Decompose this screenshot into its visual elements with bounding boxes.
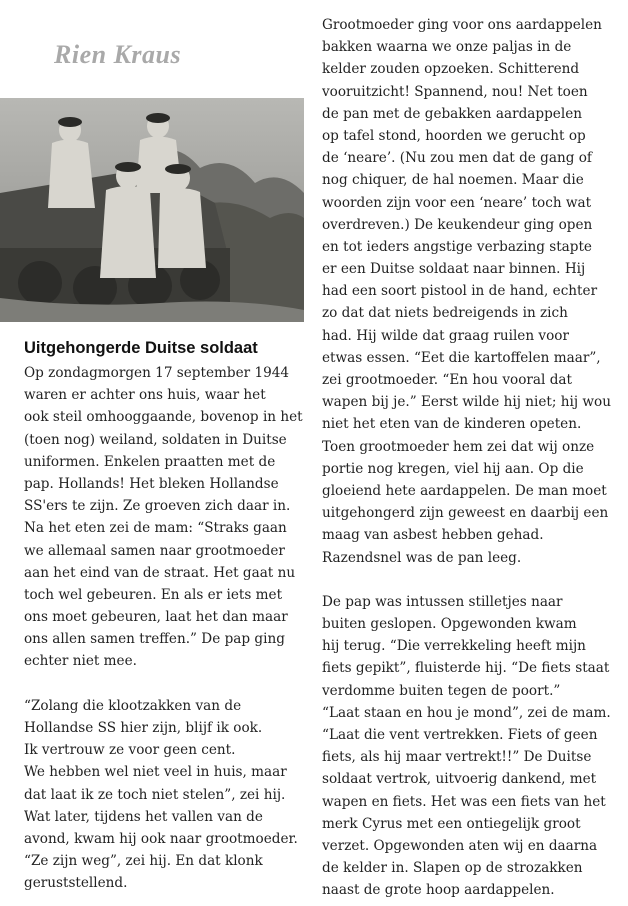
text-line: verdomme buiten tegen de poort.”: [322, 682, 561, 699]
text-line: Wat later, tijdens het vallen van de: [24, 808, 263, 825]
text-line: Hollandse SS hier zijn, blijf ik ook.: [24, 720, 263, 736]
text-line: fiets gepikt”, fluisterde hij. “De fiets staat: [322, 660, 610, 677]
text-line: overdreven.) De keukendeur ging open: [322, 216, 593, 233]
text-line: had. Hij wilde dat graag ruilen voor: [322, 327, 569, 344]
text-line: geruststellend.: [24, 875, 128, 892]
text-line: ons allen samen treffen.” De pap ging: [24, 631, 285, 648]
text-line: de kelder in. Slapen op de strozakken: [322, 860, 583, 877]
text-line: We hebben wel niet veel in huis, maar: [24, 764, 287, 781]
text-line: en tot ieders angstige verbazing stapte: [322, 238, 592, 255]
text-line: ons moet gebeuren, laat het dan maar: [24, 609, 288, 626]
text-line: had een soort pistool in de hand, echter: [322, 283, 598, 300]
text-line: avond, kwam hij ook naar grootmoeder.: [24, 830, 298, 847]
text-line: De pap was intussen stilletjes naar: [322, 593, 563, 610]
text-line: “Laat die vent vertrekken. Fiets of geen: [322, 727, 598, 743]
paragraph-gap: [322, 569, 622, 591]
text-line: gloeiend hete aardappelen. De man moet: [322, 482, 607, 499]
text-line: wapen bij je.” Eerst wilde hij niet; hij wou: [322, 394, 611, 411]
text-line: hij terug. “Die verrekkeling heeft mijn: [322, 638, 586, 655]
text-line: Toen grootmoeder hem zei dat wij onze: [322, 438, 595, 455]
text-line: soldaat vertrok, uitvoerig dankend, met: [322, 771, 597, 788]
text-line: Grootmoeder ging voor ons aardappelen: [322, 17, 602, 33]
text-line: aan het eind van de straat. Het gaat nu: [24, 564, 296, 581]
text-line: merk Cyrus met een ontiegelijk groot: [322, 815, 581, 832]
author-name: Rien Kraus: [54, 40, 182, 69]
text-line: naast de grote hoop aardappelen.: [322, 882, 555, 899]
text-line: Op zondagmorgen 17 september 1944: [24, 365, 290, 381]
text-line: de pan met de gebakken aardappelen: [322, 105, 582, 122]
article-column-left: [24, 362, 314, 895]
text-line: we allemaal samen naar grootmoeder: [24, 542, 285, 559]
paragraph-gap: [24, 673, 314, 695]
text-line: SS'ers te zijn. Ze groeven zich daar in.: [24, 498, 291, 515]
text-line: kelder zouden opzoeken. Schitterend: [322, 61, 580, 78]
text-line: “Ze zijn weg”, zei hij. En dat klonk: [24, 853, 263, 870]
text-line: fiets, als hij maar vertrekt!!” De Duitse: [322, 749, 592, 766]
text-line: zei grootmoeder. “En hou vooral dat: [322, 372, 572, 388]
text-line: Ik vertrouw ze voor geen cent.: [24, 742, 236, 759]
text-line: woorden zijn voor een ‘neare’ toch wat: [322, 194, 592, 211]
text-line: uniformen. Enkelen praatten met de: [24, 453, 276, 470]
text-line: er een Duitse soldaat naar binnen. Hij: [322, 261, 586, 278]
text-line: Na het eten zei de mam: “Straks gaan: [24, 520, 287, 537]
text-line: Razendsnel was de pan leeg.: [322, 549, 522, 566]
text-line: echter niet mee.: [24, 653, 137, 670]
text-line: niet het eten van de kinderen opeten.: [322, 416, 582, 433]
text-line: ook steil omhooggaande, bovenop in het: [24, 409, 303, 426]
text-line: uitgehongerd zijn geweest en daarbij een: [322, 505, 609, 522]
text-line: op tafel stond, hoorden we gerucht op: [322, 127, 586, 144]
text-line: vooruitzicht! Spannend, nou! Net toen: [322, 83, 588, 100]
text-line: (toen nog) weiland, soldaten in Duitse: [24, 431, 287, 448]
text-line: wapen en fiets. Het was een fiets van het: [322, 793, 606, 810]
text-line: zo dat dat niets bedreigends in zich: [322, 305, 568, 322]
text-line: buiten geslopen. Opgewonden kwam: [322, 616, 577, 633]
text-line: maag van asbest hebben gehad.: [322, 527, 544, 544]
text-line: “Zolang die klootzakken van de: [24, 697, 242, 714]
text-line: pap. Hollands! Het bleken Hollandse: [24, 475, 279, 492]
text-line: “Laat staan en hou je mond”, zei de mam.: [322, 704, 611, 721]
text-line: bakken waarna we onze paljas in de: [322, 39, 572, 56]
text-line: waren er achter ons huis, waar het: [24, 387, 266, 404]
article-headline: Uitgehongerde Duitse soldaat: [24, 339, 258, 357]
text-line: verzet. Opgewonden aten wij en daarna: [322, 837, 598, 854]
text-line: dat laat ik ze toch niet stelen”, zei hij.: [24, 786, 286, 803]
text-line: nog chiquer, de hal noemen. Maar die: [322, 172, 584, 189]
historical-photo-soldiers-on-tank: [0, 98, 304, 322]
text-line: de ‘neare’. (Nu zou men dat de gang of: [322, 150, 592, 167]
text-line: portie nog kregen, viel hij aan. Op die: [322, 460, 584, 477]
text-line: toch wel gebeuren. En als er iets met: [24, 586, 283, 603]
text-line: etwas essen. “Eet die kartoffelen maar”,: [322, 349, 601, 366]
article-column-right: [322, 14, 622, 902]
